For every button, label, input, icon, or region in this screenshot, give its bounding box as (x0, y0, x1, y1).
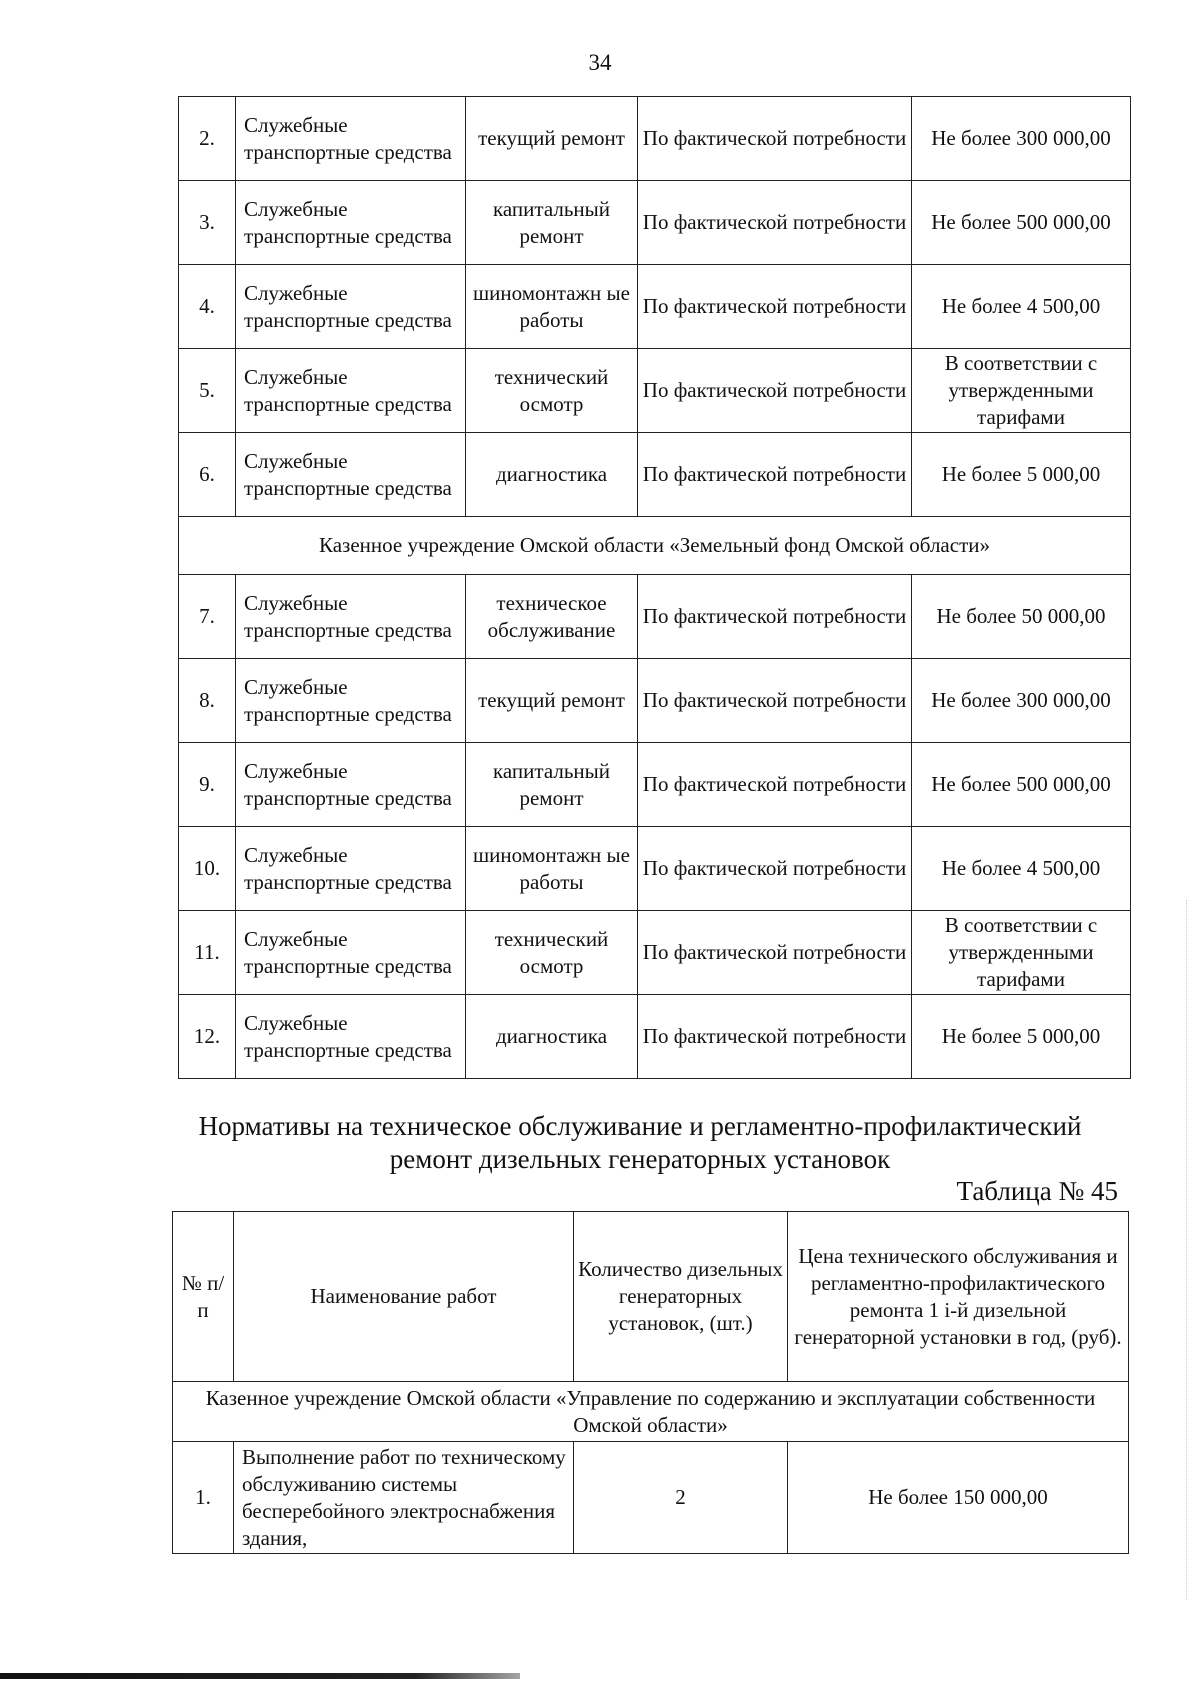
table-row (179, 265, 1131, 349)
row-object: Служебные транспортные средства (236, 575, 466, 659)
row-work-type: шиномонтажн ые работы (466, 827, 638, 911)
row-work-type: шиномонтажн ые работы (466, 265, 638, 349)
row-object: Служебные транспортные средства (236, 433, 466, 517)
row-work-type: текущий ремонт (466, 659, 638, 743)
table-row (179, 349, 1131, 433)
table-row (179, 995, 1131, 1079)
row-quantity: По фактической потребности (638, 97, 912, 181)
table-number-label: Таблица № 45 (956, 1176, 1118, 1206)
row-quantity: По фактической потребности (638, 181, 912, 265)
row-num: 9. (179, 743, 236, 827)
generator-maintenance-table (172, 1211, 1129, 1554)
row-object: Служебные транспортные средства (236, 743, 466, 827)
scan-edge-specks (1186, 900, 1190, 1600)
row-price: Не более 300 000,00 (912, 97, 1131, 181)
row-num: 7. (179, 575, 236, 659)
row-num: 5. (179, 349, 236, 433)
table-row (173, 1442, 1129, 1554)
row-object: Служебные транспортные средства (236, 349, 466, 433)
row-work-type: технический осмотр (466, 349, 638, 433)
row-price: Не более 500 000,00 (912, 181, 1131, 265)
row-quantity: По фактической потребности (638, 433, 912, 517)
scan-edge-line (0, 1673, 520, 1679)
header-num: № п/п (173, 1212, 234, 1382)
table-group-heading-row (173, 1382, 1129, 1442)
section-title: Нормативы на техническое обслуживание и регламентно-профилактический ремонт дизельных генераторных установок (198, 1111, 1082, 1174)
row-work-name: Выполнение работ по техническому обслуживанию системы бесперебойного электроснабжения здания, (234, 1442, 574, 1554)
row-quantity: По фактической потребности (638, 659, 912, 743)
table-row (179, 433, 1131, 517)
row-price: Не более 5 000,00 (912, 995, 1131, 1079)
table-row (179, 911, 1131, 995)
row-num: 8. (179, 659, 236, 743)
row-quantity: По фактической потребности (638, 827, 912, 911)
row-num: 11. (179, 911, 236, 995)
row-object: Служебные транспортные средства (236, 97, 466, 181)
table-row (179, 181, 1131, 265)
row-num: 4. (179, 265, 236, 349)
row-quantity: По фактической потребности (638, 349, 912, 433)
table-header-row (173, 1212, 1129, 1382)
row-object: Служебные транспортные средства (236, 265, 466, 349)
row-price: Не более 300 000,00 (912, 659, 1131, 743)
row-object: Служебные транспортные средства (236, 827, 466, 911)
header-price: Цена технического обслуживания и регламентно-профилактического ремонта 1 i-й дизельной генераторной установки в год, (руб). (788, 1212, 1129, 1382)
row-num: 10. (179, 827, 236, 911)
row-quantity: По фактической потребности (638, 575, 912, 659)
table-row (179, 659, 1131, 743)
row-quantity: По фактической потребности (638, 911, 912, 995)
row-work-type: диагностика (466, 433, 638, 517)
row-object: Служебные транспортные средства (236, 181, 466, 265)
row-quantity: По фактической потребности (638, 265, 912, 349)
row-price: В соответствии с утвержденными тарифами (912, 911, 1131, 995)
header-work-name: Наименование работ (234, 1212, 574, 1382)
row-price: В соответствии с утвержденными тарифами (912, 349, 1131, 433)
row-work-type: текущий ремонт (466, 97, 638, 181)
row-object: Служебные транспортные средства (236, 911, 466, 995)
group-heading: Казенное учреждение Омской области «Земельный фонд Омской области» (179, 517, 1131, 575)
group-heading: Казенное учреждение Омской области «Управление по содержанию и эксплуатации собственности Омской области» (173, 1382, 1129, 1442)
row-work-type: диагностика (466, 995, 638, 1079)
row-price: Не более 50 000,00 (912, 575, 1131, 659)
page-number: 34 (588, 50, 612, 75)
table-row (179, 97, 1131, 181)
row-quantity: По фактической потребности (638, 743, 912, 827)
row-work-type: капитальный ремонт (466, 743, 638, 827)
row-price: Не более 150 000,00 (788, 1442, 1129, 1554)
row-object: Служебные транспортные средства (236, 995, 466, 1079)
row-quantity: По фактической потребности (638, 995, 912, 1079)
row-price: Не более 4 500,00 (912, 827, 1131, 911)
table-row (179, 743, 1131, 827)
row-work-type: техническое обслуживание (466, 575, 638, 659)
row-num: 6. (179, 433, 236, 517)
row-quantity: 2 (574, 1442, 788, 1554)
row-price: Не более 5 000,00 (912, 433, 1131, 517)
row-work-type: технический осмотр (466, 911, 638, 995)
table-group-heading-row (179, 517, 1131, 575)
row-num: 3. (179, 181, 236, 265)
row-num: 2. (179, 97, 236, 181)
row-object: Служебные транспортные средства (236, 659, 466, 743)
row-price: Не более 4 500,00 (912, 265, 1131, 349)
header-quantity: Количество дизельных генераторных установок, (шт.) (574, 1212, 788, 1382)
vehicle-maintenance-table (178, 96, 1131, 1079)
row-price: Не более 500 000,00 (912, 743, 1131, 827)
table-row (179, 575, 1131, 659)
table-row (179, 827, 1131, 911)
row-num: 1. (173, 1442, 234, 1554)
row-work-type: капитальный ремонт (466, 181, 638, 265)
row-num: 12. (179, 995, 236, 1079)
